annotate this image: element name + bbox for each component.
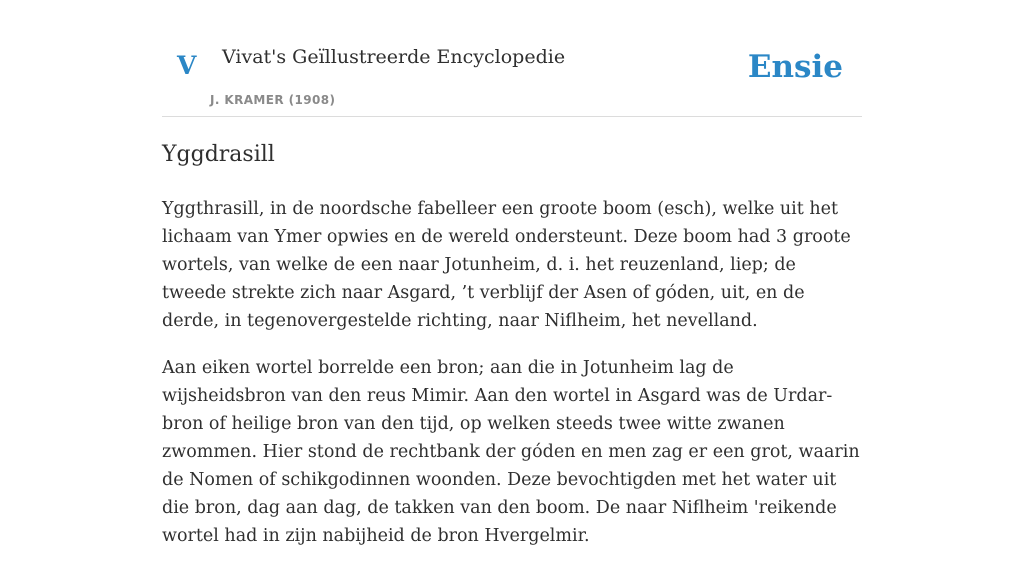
source-header	[162, 0, 862, 117]
ensie-logo[interactable]: Ensie	[747, 49, 843, 85]
article-title: Yggdrasill	[162, 142, 275, 167]
source-letter-link[interactable]: V	[177, 51, 197, 80]
article-paragraph: Yggthrasill, in de noordsche fabelleer een groote boom (esch), welke uit het lichaam van Ymer opwies en de wereld ondersteunt. Deze boom had 3 groote wortels, van welke de een naar Jotunheim, d. i. het reuzenland, liep; de tweede strekte zich naar Asgard, ’t verblijf der Asen of góden, uit, en de derde, in tegenovergestelde richting, naar Niflheim, het nevelland.	[162, 198, 851, 331]
source-author: J. KRAMER (1908)	[210, 93, 336, 107]
article-paragraph: Aan eiken wortel borrelde een bron; aan die in Jotunheim lag de wijsheidsbron van den reus Mimir. Aan den wortel in Asgard was de Urdar-bron of heilige bron van den tijd, op welken steeds twee witte zwanen zwommen. Hier stond de rechtbank der góden en men zag er een grot, waarin de Nomen of schikgodinnen woonden. Deze bevochtigden met het water uit die bron, dag aan dag, de takken van den boom. De naar Niflheim 'reikende wortel had in zijn nabijheid de bron Hvergelmir.	[162, 357, 860, 546]
article	[162, 140, 862, 569]
source-title[interactable]: Vivat's Geïllustreerde Encyclopedie	[222, 46, 566, 68]
